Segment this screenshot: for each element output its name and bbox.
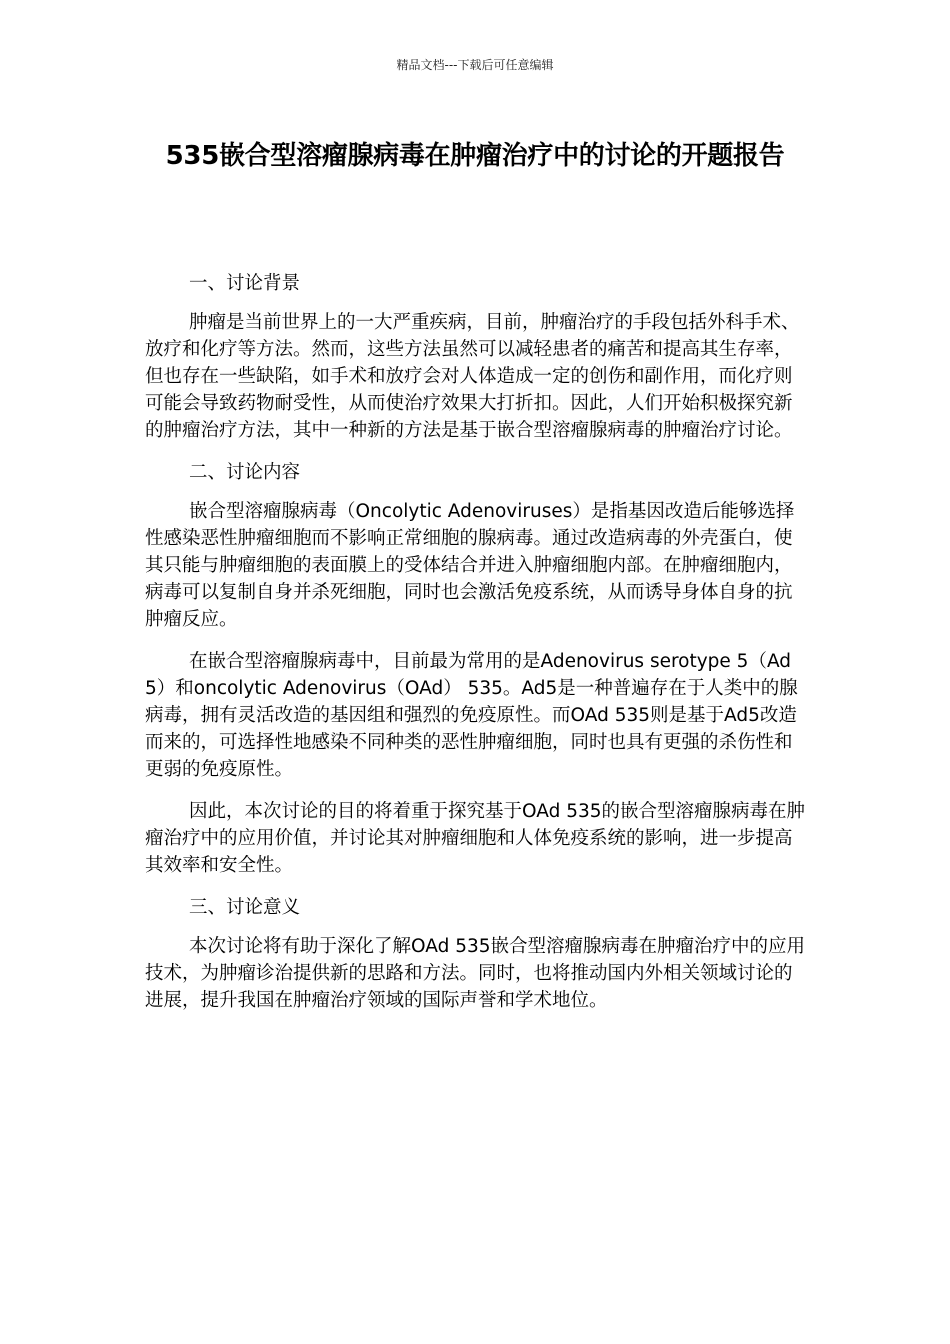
section-heading-significance: 三、讨论意义 [189,897,301,918]
paragraph-content-3: 因此，本次讨论的目的将着重于探究基于OAd 535的嵌合型溶瘤腺病毒在肿瘤治疗中的应用价值，并讨论其对肿瘤细胞和人体免疫系统的影响，进一步提高其效率和安全性。 [145,801,806,876]
document-body [145,270,810,1029]
paragraph-content-1: 嵌合型溶瘤腺病毒（Oncolytic Adenoviruses）是指基因改造后能够选择性感染恶性肿瘤细胞而不影响正常细胞的腺病毒。通过改造病毒的外壳蛋白，使其只能与肿瘤细胞的表面膜上的受体结合并进入肿瘤细胞内部。在肿瘤细胞内，病毒可以复制自身并杀死细胞，同时也会激活免疫系统，从而诱导身体自身的抗肿瘤反应。 [145,501,795,630]
document-title: 535嵌合型溶瘤腺病毒在肿瘤治疗中的讨论的开题报告 [165,141,785,171]
section-heading-content: 二、讨论内容 [189,462,301,483]
paragraph-background: 肿瘤是当前世界上的一大严重疾病，目前，肿瘤治疗的手段包括外科手术、放疗和化疗等方法。然而，这些方法虽然可以减轻患者的痛苦和提高其生存率，但也存在一些缺陷，如手术和放疗会对人体造成一定的创伤和副作用，而化疗则可能会导致药物耐受性，从而使治疗效果大打折扣。因此，人们开始积极探究新的肿瘤治疗方法，其中一种新的方法是基于嵌合型溶瘤腺病毒的肿瘤治疗讨论。 [145,312,800,441]
page-header: 精品文档---下载后可任意编辑 [396,58,554,72]
section-heading-background: 一、讨论背景 [189,273,301,294]
paragraph-content-2: 在嵌合型溶瘤腺病毒中，目前最为常用的是Adenovirus serotype 5（Ad5）和oncolytic Adenovirus（OAd） 535。Ad5是一种普遍存在于人类中的腺病毒，拥有灵活改造的基因组和强烈的免疫原性。而OAd 535则是基于Ad5改造而来的，可选择性地感染不同种类的恶性肿瘤细胞，同时也具有更强的杀伤性和更弱的免疫原性。 [145,651,798,780]
paragraph-significance: 本次讨论将有助于深化了解OAd 535嵌合型溶瘤腺病毒在肿瘤治疗中的应用技术，为肿瘤诊治提供新的思路和方法。同时，也将推动国内外相关领域讨论的进展，提升我国在肿瘤治疗领域的国际声誉和学术地位。 [145,936,806,1011]
